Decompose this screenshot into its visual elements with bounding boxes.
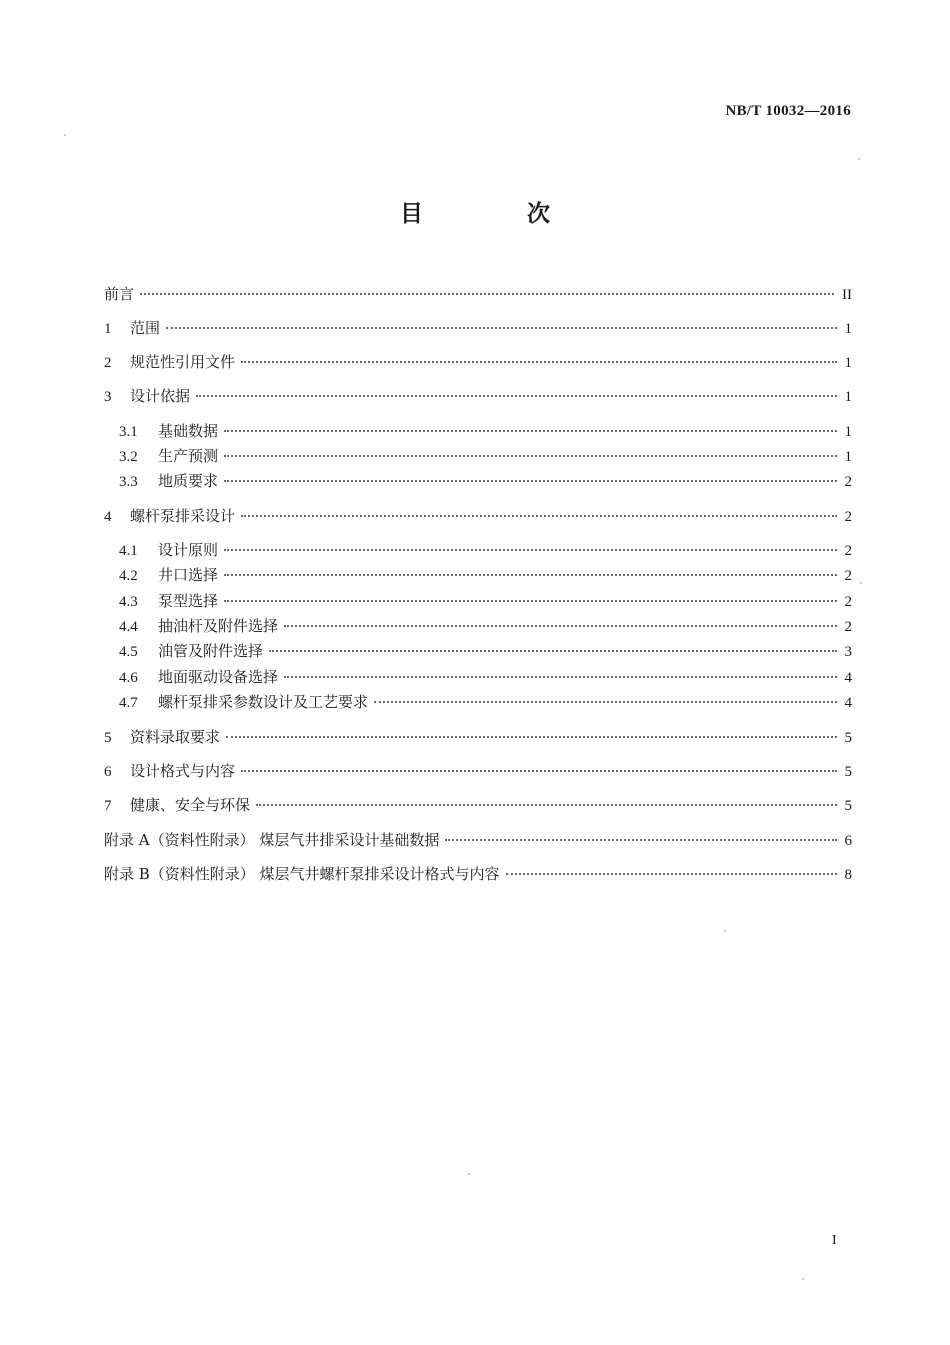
toc-entry-number: 4.3 [119, 594, 138, 610]
toc-entry-appendix-b[interactable] [104, 863, 852, 885]
toc-entry-label: 范围 [130, 319, 161, 337]
toc-entry-number: 3 [104, 389, 112, 405]
toc-entry-number: 4.6 [119, 670, 138, 686]
toc-entry-6[interactable] [104, 760, 852, 782]
toc-entry-number: 4.7 [119, 695, 138, 711]
toc-entry-label: 前言 [104, 285, 135, 303]
document-code: NB/T 10032—2016 [725, 103, 851, 119]
toc-entry-label: 设计依据 [130, 387, 191, 405]
scan-speck [468, 1173, 470, 1175]
toc-entry-number: 2 [104, 355, 112, 371]
toc-entry-number: 4.5 [119, 644, 138, 660]
toc-entry-number: 4.2 [119, 568, 138, 584]
toc-entry-number: 5 [104, 730, 112, 746]
toc-entry-page: 2 [844, 568, 852, 584]
dot-leader [140, 293, 834, 295]
dot-leader [224, 480, 836, 482]
dot-leader [241, 515, 836, 517]
dot-leader [241, 770, 836, 772]
toc-entry-4-5[interactable] [119, 640, 852, 662]
toc-entry-page: 1 [844, 424, 852, 440]
toc-entry-label: 规范性引用文件 [130, 353, 236, 371]
toc-entry-label: 健康、安全与环保 [130, 796, 251, 814]
dot-leader [284, 625, 836, 627]
dot-leader [374, 701, 836, 703]
toc-entry-label: 泵型选择 [158, 592, 219, 610]
toc-entry-number: 4.4 [119, 619, 138, 635]
toc-entry-page: 1 [844, 321, 852, 337]
scan-speck [858, 158, 860, 160]
dot-leader [445, 839, 836, 841]
toc-entry-page: 8 [844, 867, 852, 883]
toc-entry-page: 5 [844, 730, 852, 746]
toc-entry-label: 设计原则 [158, 541, 219, 559]
toc-entry-number: 6 [104, 764, 112, 780]
toc-entry-label: 资料录取要求 [130, 728, 221, 746]
toc-entry-page: 6 [844, 833, 852, 849]
toc-entry-label: 生产预测 [158, 447, 219, 465]
toc-entry-page: 2 [844, 543, 852, 559]
toc-title: 目 次 [399, 201, 598, 227]
toc-entry-label: 螺杆泵排采参数设计及工艺要求 [158, 693, 369, 711]
toc-entry-3-3[interactable] [119, 470, 852, 492]
toc-entry-label: 附录 A（资料性附录） 煤层气井排采设计基础数据 [104, 831, 440, 849]
dot-leader [284, 676, 836, 678]
toc-entry-page: 2 [844, 509, 852, 525]
toc-entry-page: 1 [844, 449, 852, 465]
toc-entry-number: 4 [104, 509, 112, 525]
toc-entry-4-3[interactable] [119, 590, 852, 612]
dot-leader [224, 600, 836, 602]
dot-leader [256, 804, 836, 806]
toc-entry-3-2[interactable] [119, 445, 852, 467]
scan-speck [802, 1278, 804, 1280]
toc-entry-page: 2 [844, 619, 852, 635]
toc-entry-label: 井口选择 [158, 566, 219, 584]
toc-entry-label: 设计格式与内容 [130, 762, 236, 780]
toc-entry-page: 2 [844, 594, 852, 610]
dot-leader [506, 873, 837, 875]
scan-speck [64, 134, 66, 136]
dot-leader [224, 549, 836, 551]
toc-entry-4-2[interactable] [119, 564, 852, 586]
toc-entry-appendix-a[interactable] [104, 829, 852, 851]
toc-entry-page: 2 [844, 474, 852, 490]
scan-speck [860, 582, 862, 584]
toc-entry-label: 附录 B（资料性附录） 煤层气井螺杆泵排采设计格式与内容 [104, 865, 500, 883]
toc-entry-page: 1 [844, 355, 852, 371]
dot-leader [269, 650, 836, 652]
toc-entry-7[interactable] [104, 794, 852, 816]
dot-leader [224, 574, 836, 576]
toc-entry-label: 油管及附件选择 [158, 642, 264, 660]
toc-entry-number: 3.3 [119, 474, 138, 490]
toc-entry-label: 螺杆泵排采设计 [130, 507, 236, 525]
toc-entry-page: 1 [844, 389, 852, 405]
toc-entry-page: 4 [844, 695, 852, 711]
toc-entry-4[interactable] [104, 505, 852, 527]
toc-entry-page: 5 [844, 798, 852, 814]
toc-entry-page: 5 [844, 764, 852, 780]
toc-entry-label: 基础数据 [158, 422, 219, 440]
toc-entry-4-6[interactable] [119, 666, 852, 688]
toc-entry-number: 1 [104, 321, 112, 337]
page-number: I [832, 1233, 837, 1248]
dot-leader [226, 736, 836, 738]
dot-leader [241, 361, 836, 363]
toc-entry-foreword[interactable] [104, 283, 852, 305]
dot-leader [224, 430, 836, 432]
toc-entry-5[interactable] [104, 726, 852, 748]
toc-entry-3[interactable] [104, 385, 852, 407]
toc-entry-number: 3.1 [119, 424, 138, 440]
toc-entry-label: 地面驱动设备选择 [158, 668, 279, 686]
toc-entry-label: 地质要求 [158, 472, 219, 490]
toc-entry-page: 3 [844, 644, 852, 660]
toc-entry-number: 3.2 [119, 449, 138, 465]
toc-entry-1[interactable] [104, 317, 852, 339]
toc-entry-4-7[interactable] [119, 691, 852, 713]
toc-entry-number: 4.1 [119, 543, 138, 559]
toc-entry-page: 4 [844, 670, 852, 686]
dot-leader [224, 455, 836, 457]
dot-leader [196, 395, 836, 397]
toc-entry-4-1[interactable] [119, 539, 852, 561]
toc-entry-number: 7 [104, 798, 112, 814]
scan-speck [724, 930, 726, 932]
toc-entry-2[interactable] [104, 351, 852, 373]
toc-entry-page: II [842, 287, 852, 303]
toc-entry-label: 抽油杆及附件选择 [158, 617, 279, 635]
dot-leader [166, 327, 836, 329]
toc-entry-3-1[interactable] [119, 420, 852, 442]
toc-entry-4-4[interactable] [119, 615, 852, 637]
